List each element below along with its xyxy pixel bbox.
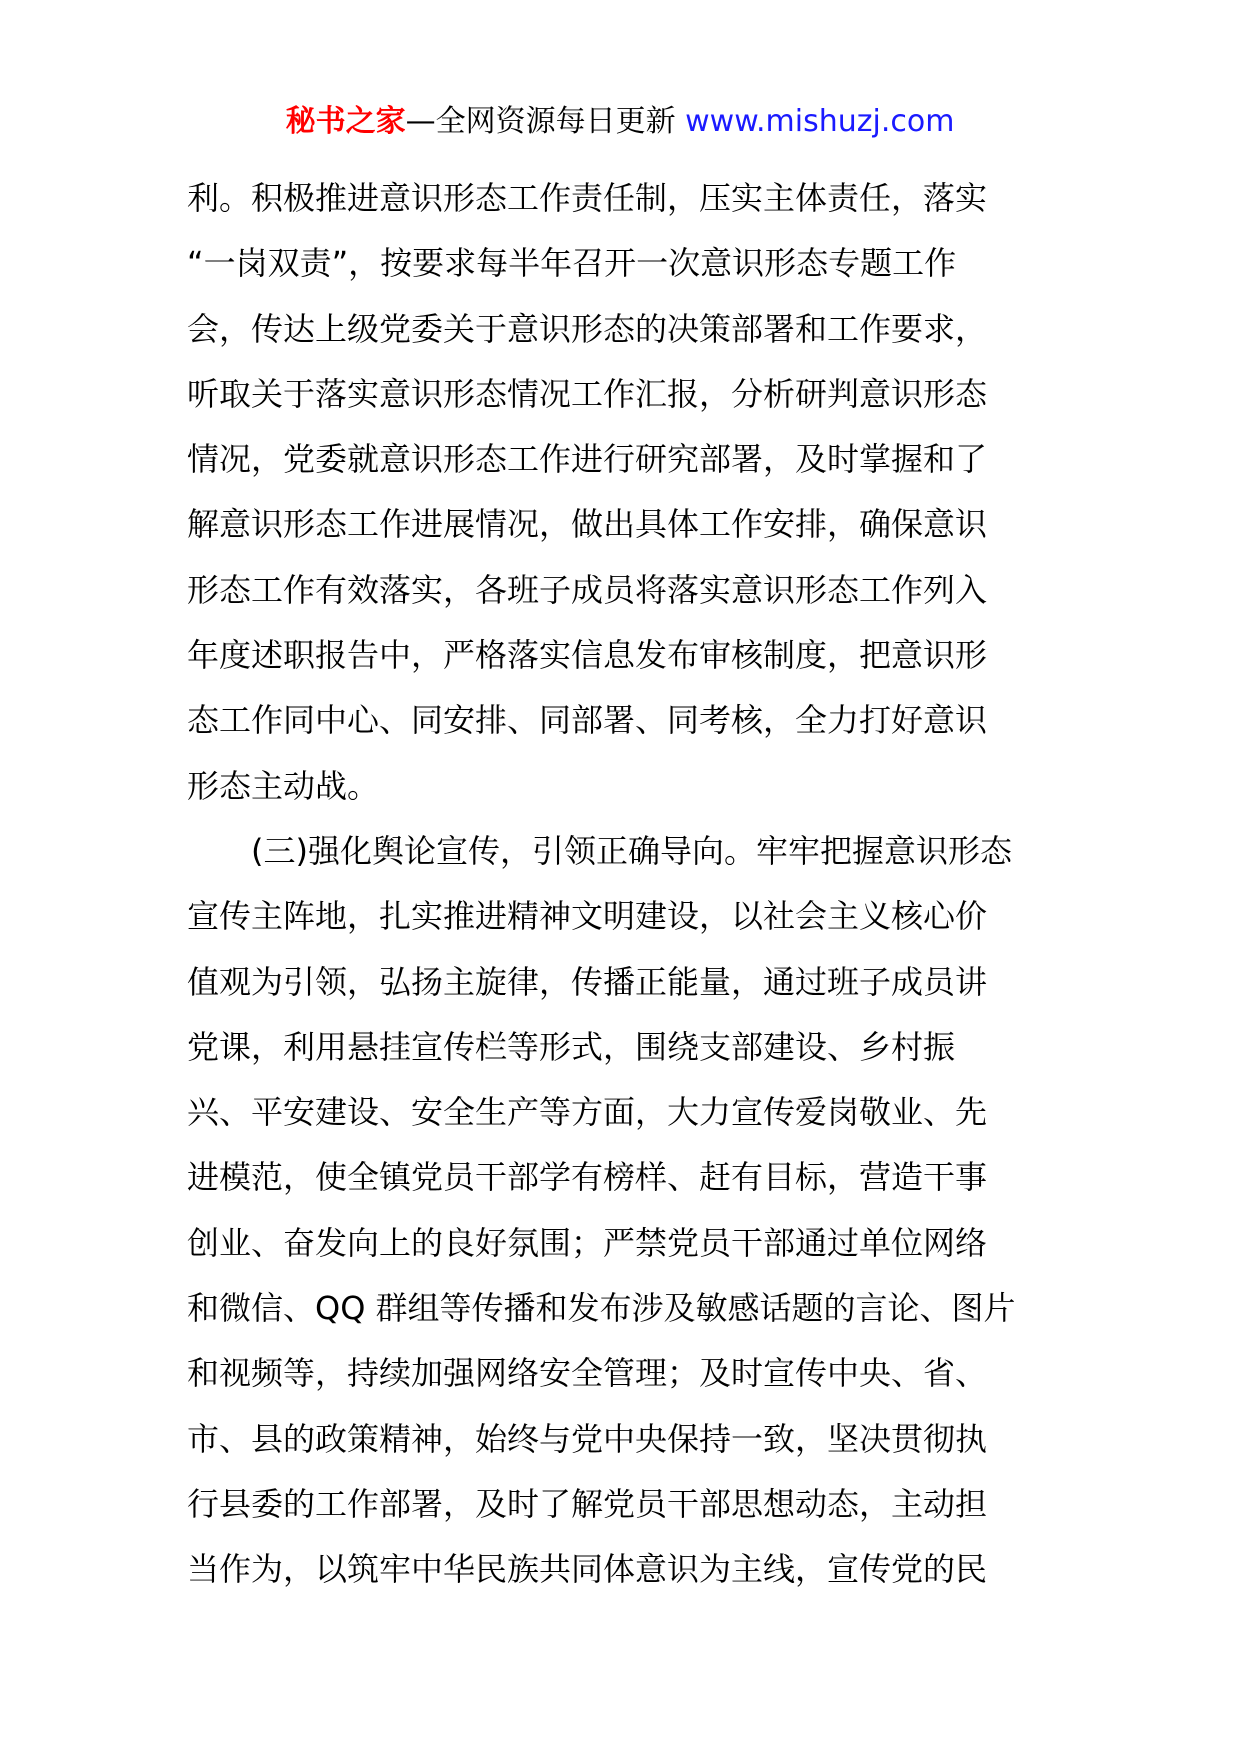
body-line: 会，传达上级党委关于意识形态的决策部署和工作要求， xyxy=(187,309,988,348)
body-line: 兴、平安建设、安全生产等方面，大力宣传爱岗敬业、先 xyxy=(187,1093,988,1132)
body-line: 行县委的工作部署，及时了解党员干部思想动态，主动担 xyxy=(187,1484,988,1523)
site-tagline: —全网资源每日更新 xyxy=(405,104,686,139)
body-line: 和微信、QQ 群组等传播和发布涉及敏感话题的言论、图片 xyxy=(187,1289,1016,1328)
site-brand: 秘书之家 xyxy=(285,104,406,139)
page-header xyxy=(0,100,1240,144)
body-line: “一岗双责”，按要求每半年召开一次意识形态专题工作 xyxy=(187,244,957,283)
body-line: 听取关于落实意识形态情况工作汇报，分析研判意识形态 xyxy=(187,374,988,413)
body-line: 党课，利用悬挂宣传栏等形式，围绕支部建设、乡村振 xyxy=(187,1027,956,1066)
body-line: 创业、奋发向上的良好氛围；严禁党员干部通过单位网络 xyxy=(187,1223,988,1262)
section-heading-line: (三)强化舆论宣传，引领正确导向。牢牢把握意识形态 xyxy=(251,831,1012,870)
body-line: 利。积极推进意识形态工作责任制，压实主体责任，落实 xyxy=(187,179,988,217)
body-line: 年度述职报告中，严格落实信息发布审核制度，把意识形 xyxy=(187,636,988,675)
body-line: 进模范，使全镇党员干部学有榜样、赶有目标，营造干事 xyxy=(187,1158,988,1197)
body-line: 解意识形态工作进展情况，做出具体工作安排，确保意识 xyxy=(187,505,988,544)
body-line: 形态工作有效落实，各班子成员将落实意识形态工作列入 xyxy=(187,570,988,609)
body-line: 和视频等，持续加强网络安全管理；及时宣传中央、省、 xyxy=(187,1354,988,1393)
body-line: 形态主动战。 xyxy=(187,766,380,805)
body-line: 情况，党委就意识形态工作进行研究部署，及时掌握和了 xyxy=(187,440,988,479)
body-line: 值观为引领，弘扬主旋律，传播正能量，通过班子成员讲 xyxy=(187,962,988,1001)
body-line: 宣传主阵地，扎实推进精神文明建设，以社会主义核心价 xyxy=(187,897,988,936)
body-line: 当作为，以筑牢中华民族共同体意识为主线，宣传党的民 xyxy=(187,1550,988,1589)
document-body xyxy=(187,166,1057,1603)
site-url-link[interactable]: www.mishuzj.com xyxy=(685,104,955,139)
body-line: 态工作同中心、同安排、同部署、同考核，全力打好意识 xyxy=(187,701,988,740)
body-line: 市、县的政策精神，始终与党中央保持一致，坚决贯彻执 xyxy=(187,1419,988,1458)
